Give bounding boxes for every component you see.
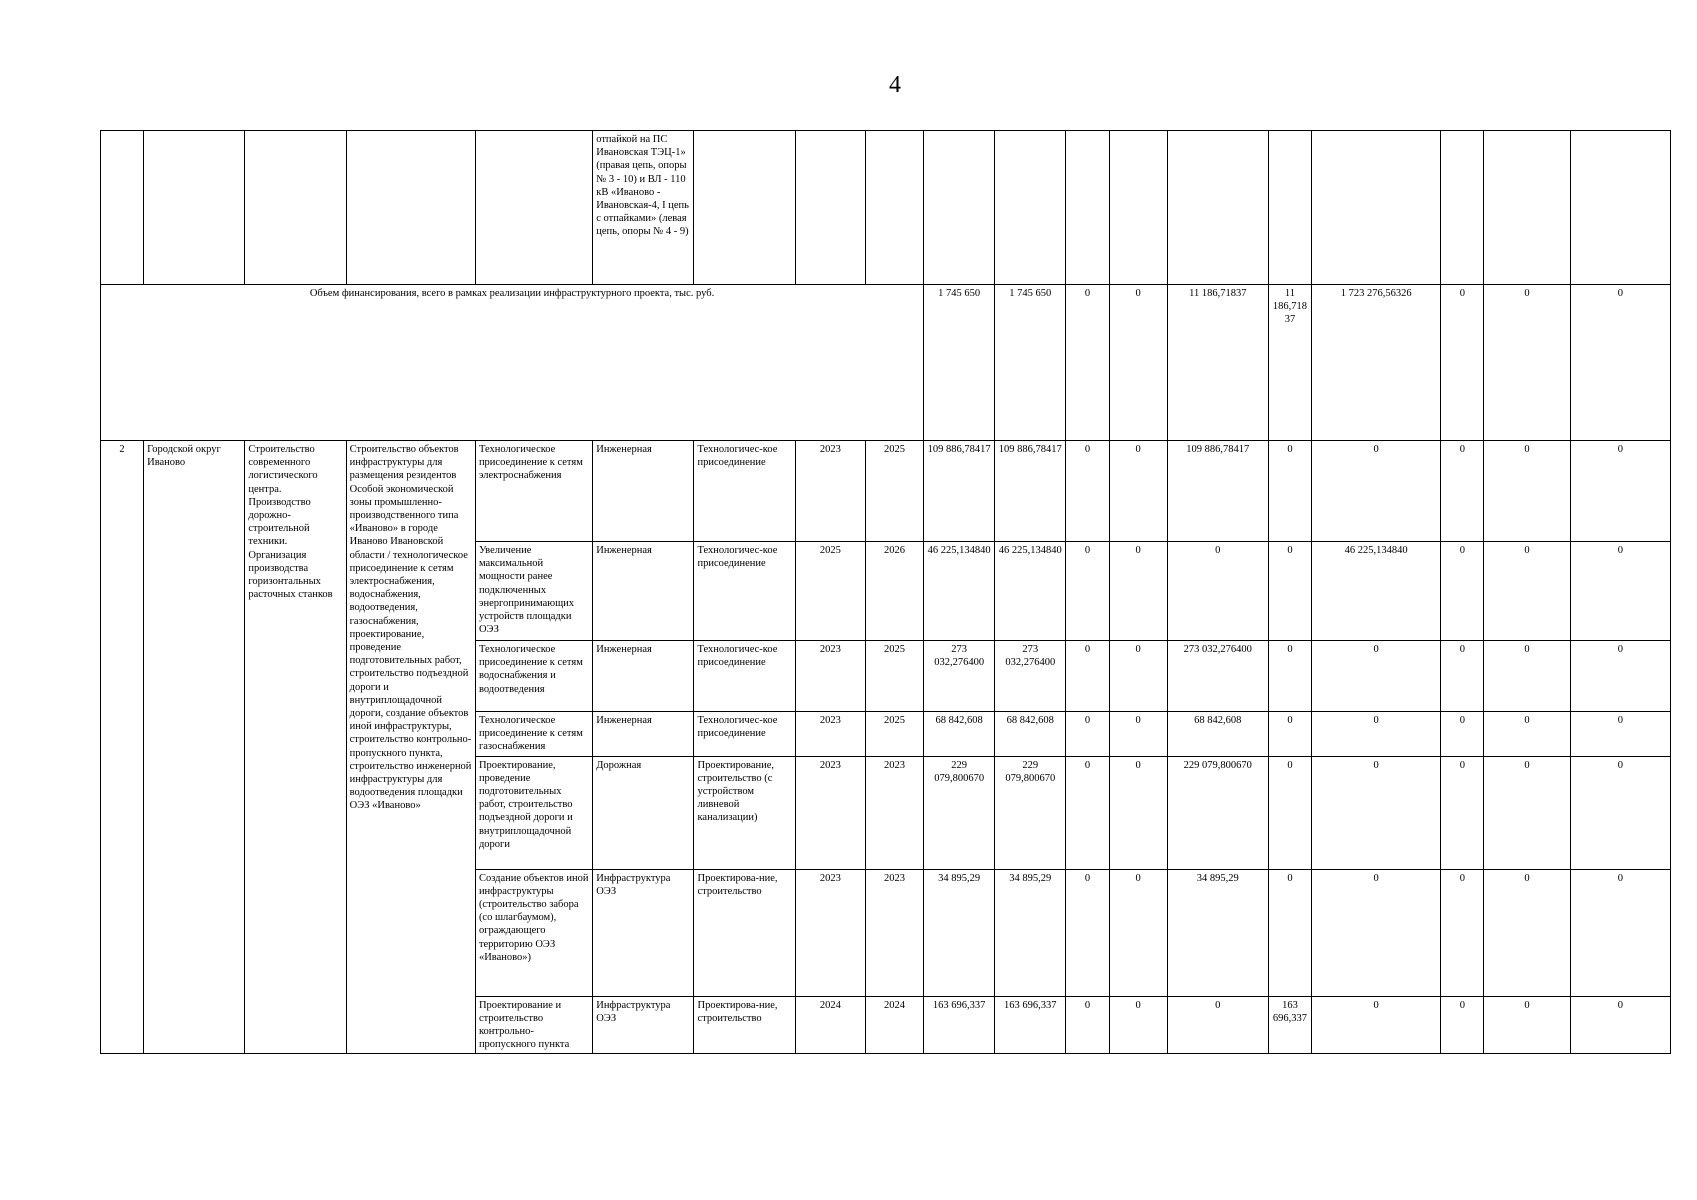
object-name: Создание объектов иной инфраструктуры (строительство забора (со шлагбаумом), ограждающего территорию ОЭЗ «Иваново») [475, 869, 592, 996]
value-cell: 0 [1066, 996, 1109, 1054]
work-type: Технологичес-кое присоединение [694, 712, 795, 757]
value-cell: 0 [1570, 756, 1670, 869]
value-cell: 0 [1570, 712, 1670, 757]
start-year: 2024 [795, 996, 865, 1054]
object-type: Инженерная [593, 641, 694, 712]
value-cell: 0 [1484, 641, 1570, 712]
value-cell: 0 [1570, 641, 1670, 712]
work-type: Проектирование, строительство (с устройством ливневой канализации) [694, 756, 795, 869]
value-cell: 0 [1167, 996, 1268, 1054]
value-cell: 163 696,337 [924, 996, 995, 1054]
object-name: Технологическое присоединение к сетям газоснабжения [475, 712, 592, 757]
object-type: Инфраструктура ОЭЗ [593, 996, 694, 1054]
infrastructure-project: Строительство объектов инфраструктуры для размещения резидентов Особой экономической зоны промышленно-производственного типа «Иваново» в городе Иваново Ивановской области / технологическое присоединение к сетям электроснабжения, водоснабжения, водоотведения, газоснабжения, проектирование, проведение подготовительных работ, строительство подъездной дороги и внутриплощадочной дороги, создание объектов иной инфраструктуры, строительство контрольно-пропускного пункта, строительство инженерной инфраструктуры для водоотведения площадки ОЭЗ «Иваново» [346, 441, 475, 1054]
value-cell: 34 895,29 [995, 869, 1066, 996]
total-value: 1 745 650 [995, 285, 1066, 441]
value-cell: 0 [1570, 542, 1670, 641]
financing-table [100, 130, 1671, 1054]
end-year: 2025 [865, 441, 923, 542]
value-cell: 0 [1066, 641, 1109, 712]
total-value: 11 186,71837 [1167, 285, 1268, 441]
value-cell: 46 225,134840 [995, 542, 1066, 641]
investment-project: Строительство современного логистического центра. Производство дорожно-строительной техники. Организация производства горизонтальных расточных станков [245, 441, 346, 1054]
work-type: Технологичес-кое присоединение [694, 441, 795, 542]
value-cell: 0 [1066, 542, 1109, 641]
value-cell: 0 [1484, 441, 1570, 542]
end-year: 2024 [865, 996, 923, 1054]
value-cell: 0 [1167, 542, 1268, 641]
end-year: 2023 [865, 756, 923, 869]
value-cell: 0 [1109, 441, 1167, 542]
total-label: Объем финансирования, всего в рамках реализации инфраструктурного проекта, тыс. руб. [101, 285, 924, 441]
value-cell: 0 [1066, 869, 1109, 996]
value-cell: 273 032,276400 [924, 641, 995, 712]
value-cell: 0 [1484, 712, 1570, 757]
value-cell: 0 [1268, 869, 1311, 996]
work-type: Проектирова-ние, строительство [694, 996, 795, 1054]
value-cell: 163 696,337 [1268, 996, 1311, 1054]
value-cell: 68 842,608 [1167, 712, 1268, 757]
page-number: 4 [889, 72, 901, 98]
value-cell: 0 [1312, 756, 1441, 869]
value-cell: 0 [1484, 869, 1570, 996]
value-cell: 163 696,337 [995, 996, 1066, 1054]
object-type: Инженерная [593, 712, 694, 757]
value-cell: 109 886,78417 [995, 441, 1066, 542]
start-year: 2023 [795, 756, 865, 869]
value-cell: 229 079,800670 [1167, 756, 1268, 869]
value-cell: 273 032,276400 [1167, 641, 1268, 712]
object-type: Инфраструктура ОЭЗ [593, 869, 694, 996]
value-cell: 0 [1268, 441, 1311, 542]
value-cell: 0 [1570, 996, 1670, 1054]
continuation-row [101, 131, 1671, 285]
municipality: Городской округ Иваново [144, 441, 245, 1054]
total-value: 0 [1109, 285, 1167, 441]
object-type: Инженерная [593, 441, 694, 542]
value-cell: 229 079,800670 [995, 756, 1066, 869]
value-cell: 0 [1066, 756, 1109, 869]
value-cell: 34 895,29 [924, 869, 995, 996]
value-cell: 0 [1570, 869, 1670, 996]
object-name: Проектирование и строительство контрольно-пропускного пункта [475, 996, 592, 1054]
value-cell: 0 [1441, 712, 1484, 757]
object-type: Инженерная [593, 542, 694, 641]
route-text: отпайкой на ПС Ивановская ТЭЦ-1» (правая цепь, опоры № 3 - 10) и ВЛ - 110 кВ «Иваново - Ивановская-4, I цепь с отпайками» (левая цепь, опоры № 4 - 9) [593, 131, 694, 285]
value-cell: 0 [1570, 441, 1670, 542]
total-value: 0 [1441, 285, 1484, 441]
total-value: 1 745 650 [924, 285, 995, 441]
value-cell: 273 032,276400 [995, 641, 1066, 712]
value-cell: 0 [1484, 996, 1570, 1054]
value-cell: 0 [1312, 996, 1441, 1054]
value-cell: 0 [1441, 869, 1484, 996]
value-cell: 109 886,78417 [1167, 441, 1268, 542]
total-row [101, 285, 1671, 441]
project-number: 2 [101, 441, 144, 1054]
value-cell: 0 [1109, 712, 1167, 757]
end-year: 2026 [865, 542, 923, 641]
value-cell: 0 [1441, 441, 1484, 542]
value-cell: 34 895,29 [1167, 869, 1268, 996]
value-cell: 0 [1484, 542, 1570, 641]
end-year: 2025 [865, 641, 923, 712]
object-type: Дорожная [593, 756, 694, 869]
value-cell: 46 225,134840 [924, 542, 995, 641]
object-name: Технологическое присоединение к сетям электроснабжения [475, 441, 592, 542]
total-value: 0 [1570, 285, 1670, 441]
start-year: 2023 [795, 869, 865, 996]
value-cell: 68 842,608 [924, 712, 995, 757]
value-cell: 46 225,134840 [1312, 542, 1441, 641]
value-cell: 109 886,78417 [924, 441, 995, 542]
value-cell: 0 [1109, 756, 1167, 869]
total-value: 1 723 276,56326 [1312, 285, 1441, 441]
start-year: 2025 [795, 542, 865, 641]
work-type: Проектирова-ние, строительство [694, 869, 795, 996]
start-year: 2023 [795, 641, 865, 712]
value-cell: 0 [1312, 641, 1441, 712]
value-cell: 0 [1268, 712, 1311, 757]
value-cell: 0 [1312, 869, 1441, 996]
value-cell: 0 [1441, 542, 1484, 641]
object-name: Проектирование, проведение подготовительных работ, строительство подъездной дороги и внутриплощадочной дороги [475, 756, 592, 869]
end-year: 2023 [865, 869, 923, 996]
total-value: 0 [1066, 285, 1109, 441]
value-cell: 0 [1066, 712, 1109, 757]
total-value: 11 186,718 37 [1268, 285, 1311, 441]
end-year: 2025 [865, 712, 923, 757]
total-value: 0 [1484, 285, 1570, 441]
start-year: 2023 [795, 712, 865, 757]
value-cell: 0 [1441, 996, 1484, 1054]
value-cell: 0 [1109, 542, 1167, 641]
value-cell: 0 [1312, 441, 1441, 542]
value-cell: 68 842,608 [995, 712, 1066, 757]
value-cell: 0 [1312, 712, 1441, 757]
work-type: Технологичес-кое присоединение [694, 542, 795, 641]
table-row [101, 441, 1671, 542]
value-cell: 229 079,800670 [924, 756, 995, 869]
start-year: 2023 [795, 441, 865, 542]
value-cell: 0 [1268, 641, 1311, 712]
value-cell: 0 [1109, 869, 1167, 996]
value-cell: 0 [1268, 542, 1311, 641]
value-cell: 0 [1109, 996, 1167, 1054]
value-cell: 0 [1484, 756, 1570, 869]
value-cell: 0 [1441, 756, 1484, 869]
value-cell: 0 [1109, 641, 1167, 712]
object-name: Технологическое присоединение к сетям водоснабжения и водоотведения [475, 641, 592, 712]
value-cell: 0 [1066, 441, 1109, 542]
work-type: Технологичес-кое присоединение [694, 641, 795, 712]
value-cell: 0 [1268, 756, 1311, 869]
object-name: Увеличение максимальной мощности ранее подключенных энергопринимающих устройств площадки ОЭЗ [475, 542, 592, 641]
value-cell: 0 [1441, 641, 1484, 712]
